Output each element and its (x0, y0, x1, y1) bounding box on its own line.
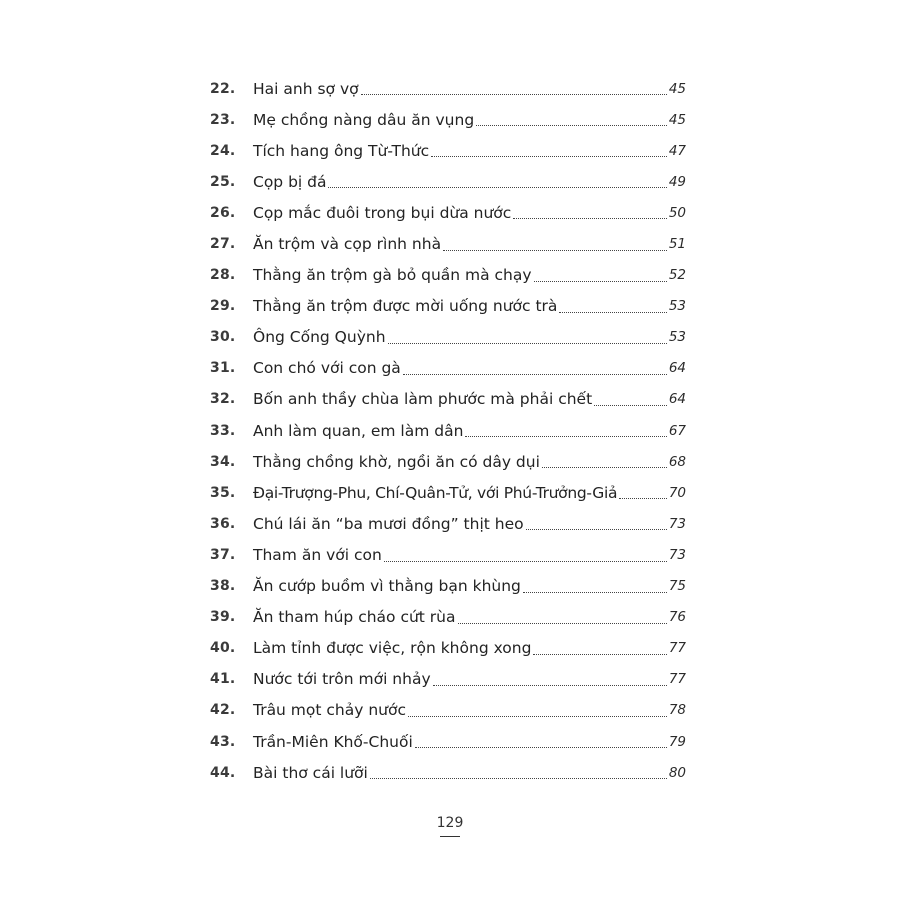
entry-title: Ăn trộm và cọp rình nhà (253, 235, 442, 254)
entry-title: Tích hang ông Từ-Thức (253, 141, 430, 160)
entry-number: 28. (210, 267, 236, 284)
toc-entry (210, 664, 686, 695)
dot-leader (370, 777, 667, 779)
entry-title: Cọp mắc đuôi trong bụi dừa nước (253, 203, 512, 222)
entry-number: 43. (210, 733, 236, 750)
entry-number: 41. (210, 671, 236, 688)
entry-number: 30. (210, 329, 236, 346)
entry-number: 36. (210, 515, 236, 532)
toc-entry (210, 166, 686, 197)
dot-leader (513, 217, 666, 219)
entry-number: 31. (210, 360, 236, 377)
entry-title: Thằng chồng khờ, ngồi ăn có dây dụi (253, 452, 540, 471)
entry-page: 53 (668, 298, 686, 315)
toc-entry (210, 197, 686, 228)
entry-number: 26. (210, 204, 236, 221)
entry-title: Đại-Trượng-Phu, Chí-Quân-Tử, với Phú-Trưởng-Giả (253, 483, 618, 502)
entry-page: 77 (668, 640, 686, 657)
entry-number: 42. (210, 702, 236, 719)
entry-title: Ông Cống Quỳnh (253, 328, 386, 347)
entry-page: 51 (668, 236, 686, 253)
dot-leader (533, 653, 666, 655)
toc-entry (210, 291, 686, 322)
entry-page: 70 (668, 484, 686, 501)
toc-entry (210, 322, 686, 353)
entry-title: Nước tới trôn mới nhảy (253, 670, 431, 689)
entry-number: 39. (210, 609, 236, 626)
entry-title: Ăn tham húp cháo cứt rùa (253, 608, 456, 627)
dot-leader (328, 186, 666, 188)
entry-title: Anh làm quan, em làm dân (253, 421, 464, 440)
toc-entry (210, 446, 686, 477)
entry-page: 45 (668, 111, 686, 128)
toc-entry (210, 104, 686, 135)
dot-leader (408, 715, 667, 717)
toc-entry (210, 228, 686, 259)
entry-title: Bài thơ cái lưỡi (253, 763, 368, 782)
entry-page: 67 (668, 422, 686, 439)
page-number: 129 (436, 815, 464, 831)
toc-entry (210, 571, 686, 602)
toc-entry (210, 73, 686, 104)
toc-entry (210, 384, 686, 415)
entry-number: 24. (210, 142, 236, 159)
entry-number: 33. (210, 422, 236, 439)
dot-leader (433, 684, 667, 686)
entry-number: 38. (210, 578, 236, 595)
entry-title: Chú lái ăn “ba mươi đồng” thịt heo (253, 514, 524, 533)
dot-leader (458, 622, 667, 624)
dot-leader (443, 249, 667, 251)
dot-leader (415, 746, 667, 748)
toc-entry (210, 353, 686, 384)
entry-title: Tham ăn với con (253, 545, 382, 564)
entry-page: 45 (668, 80, 686, 97)
entry-number: 29. (210, 298, 236, 315)
toc-entry (210, 260, 686, 291)
entry-title: Bốn anh thầy chùa làm phước mà phải chết (253, 390, 593, 409)
dot-leader (361, 93, 667, 95)
entry-page: 68 (668, 453, 686, 470)
toc-entry (210, 602, 686, 633)
dot-leader (476, 124, 667, 126)
toc-entry (210, 508, 686, 539)
toc-entry (210, 415, 686, 446)
dot-leader (403, 373, 667, 375)
entry-page: 73 (668, 515, 686, 532)
entry-number: 25. (210, 173, 236, 190)
toc-entry (210, 477, 686, 508)
entry-number: 22. (210, 80, 236, 97)
entry-page: 53 (668, 329, 686, 346)
entry-page: 75 (668, 578, 686, 595)
dot-leader (523, 591, 667, 593)
toc-entry (210, 135, 686, 166)
entry-page: 49 (668, 173, 686, 190)
toc-entry (210, 539, 686, 570)
entry-page: 64 (668, 391, 686, 408)
dot-leader (534, 280, 667, 282)
entry-title: Làm tỉnh được việc, rộn không xong (253, 639, 532, 658)
entry-title: Hai anh sợ vợ (253, 79, 359, 98)
dot-leader (594, 404, 667, 406)
entry-title: Con chó với con gà (253, 359, 401, 378)
entry-number: 40. (210, 640, 236, 657)
entry-title: Ăn cướp buồm vì thằng bạn khùng (253, 577, 521, 596)
entry-page: 78 (668, 702, 686, 719)
entry-page: 79 (668, 733, 686, 750)
entry-page: 50 (668, 204, 686, 221)
dot-leader (384, 560, 667, 562)
toc-entry (210, 633, 686, 664)
dot-leader (431, 155, 667, 157)
toc-entry (210, 726, 686, 757)
entry-number: 23. (210, 111, 236, 128)
entry-number: 34. (210, 453, 236, 470)
entry-page: 64 (668, 360, 686, 377)
entry-title: Thằng ăn trộm được mời uống nước trà (253, 297, 558, 316)
entry-title: Mẹ chồng nàng dâu ăn vụng (253, 110, 475, 129)
entry-page: 73 (668, 546, 686, 563)
page-number-underline (440, 836, 460, 837)
entry-title: Trần-Miên Khố-Chuối (253, 732, 413, 751)
entry-page: 47 (668, 142, 686, 159)
toc-entry (210, 695, 686, 726)
entry-number: 37. (210, 546, 236, 563)
entry-title: Trâu mọt chảy nước (253, 701, 406, 720)
entry-number: 35. (210, 484, 236, 501)
entry-number: 44. (210, 764, 236, 781)
toc-entry (210, 757, 686, 788)
table-of-contents (210, 73, 686, 788)
entry-title: Cọp bị đá (253, 172, 327, 191)
entry-page: 77 (668, 671, 686, 688)
dot-leader (559, 311, 666, 313)
entry-page: 52 (668, 267, 686, 284)
entry-title: Thằng ăn trộm gà bỏ quần mà chạy (253, 266, 532, 285)
dot-leader (388, 342, 667, 344)
dot-leader (619, 497, 667, 499)
dot-leader (465, 435, 666, 437)
entry-number: 32. (210, 391, 236, 408)
entry-page: 80 (668, 764, 686, 781)
dot-leader (542, 466, 667, 468)
entry-page: 76 (668, 609, 686, 626)
entry-number: 27. (210, 236, 236, 253)
dot-leader (526, 528, 667, 530)
